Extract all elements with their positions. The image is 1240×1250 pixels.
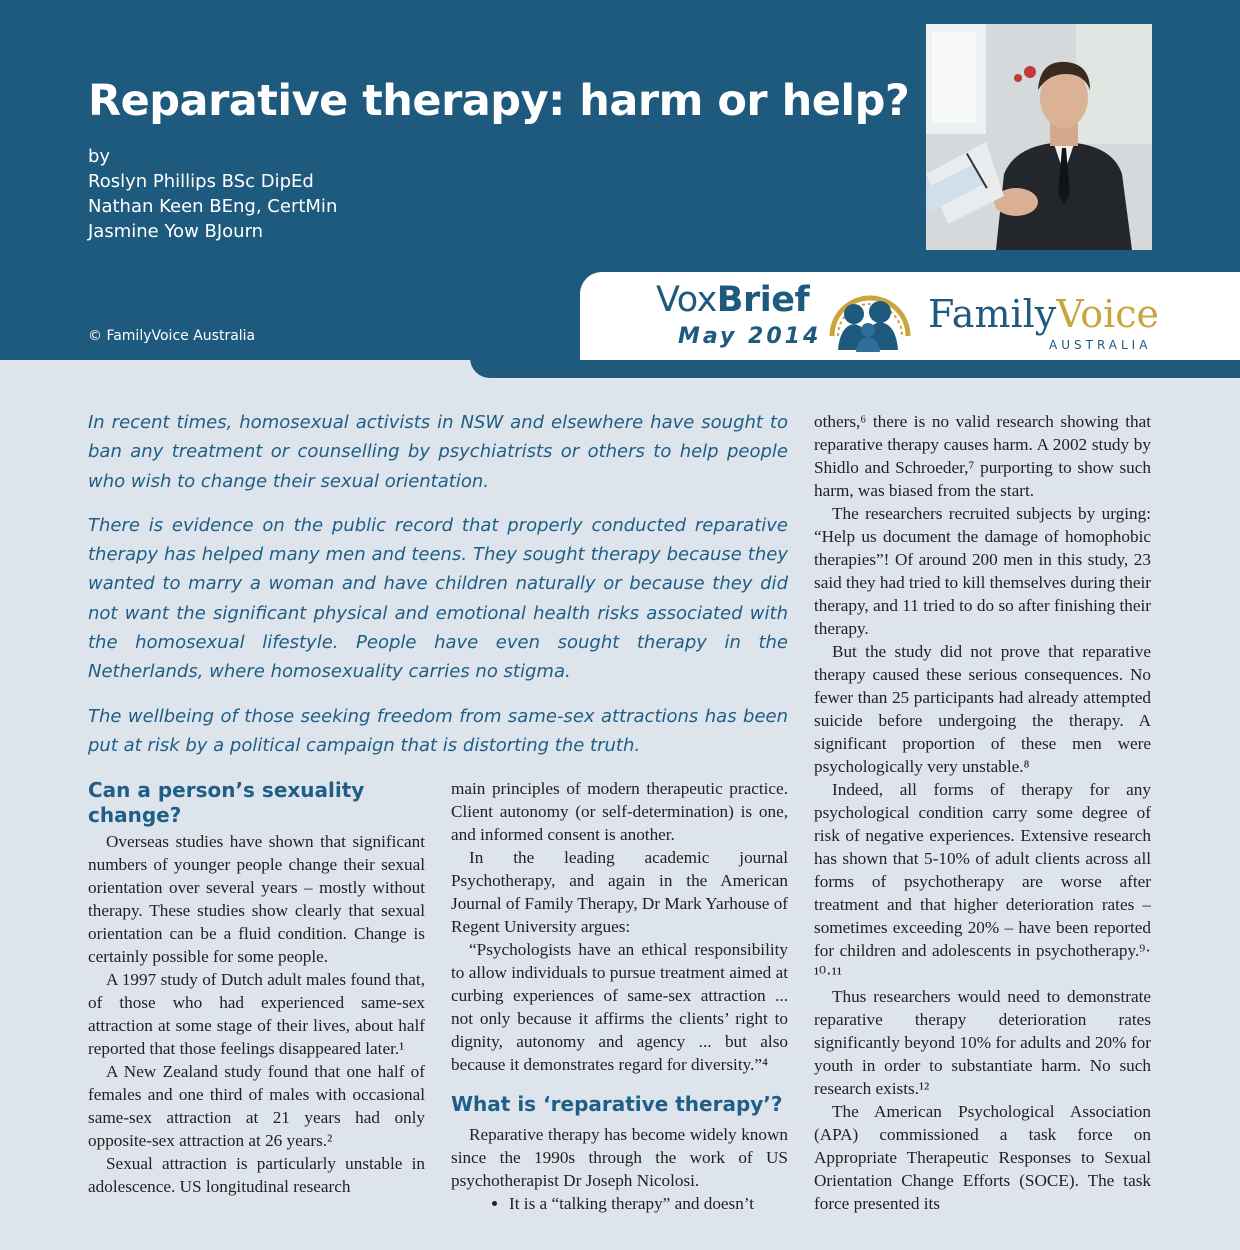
copyright-notice: © FamilyVoice Australia: [88, 328, 256, 344]
list-item: • It is a “talking therapy” and doesn’t: [509, 1192, 788, 1215]
author-name: Nathan Keen BEng, CertMin: [88, 196, 338, 217]
body-paragraph: A 1997 study of Dutch adult males found that, of those who had experienced same-sex attraction at some stage of their lives, about half reported that those feelings disappeared later.¹: [88, 970, 425, 1058]
bullet-list: [451, 1192, 788, 1215]
article-column-1: [88, 778, 425, 1198]
body-paragraph: Thus researchers would need to demonstrate reparative therapy deterioration rates significantly beyond 10% for adults and 20% for youth in order to substantiate harm. No such research exists.¹²: [814, 987, 1151, 1098]
body-paragraph: main principles of modern therapeutic practice. Client autonomy (or self-determination) is one, and informed consent is another.: [451, 779, 788, 844]
intro-summary: [88, 408, 788, 775]
body-paragraph: The researchers recruited subjects by urging: “Help us document the damage of homophobic therapies”! Of around 200 men in this study, 23 said they had tried to kill themselves during their therapy, and 11 tried to do so after finishing their therapy.: [814, 504, 1151, 638]
body-paragraph: Indeed, all forms of therapy for any psychological condition carry some degree of risk of negative experiences. Extensive research has shown that 5-10% of adult clients across all forms of psychotherapy are worse after treatment and that higher deterioration rates – sometimes exceeding 20% – have been reported for children and adolescents in psychotherapy.⁹· ¹⁰·¹¹: [814, 780, 1151, 983]
body-paragraph: A New Zealand study found that one half of females and one third of males with occasional same-sex attraction at 21 years had only opposite-sex attraction at 26 years.²: [88, 1062, 425, 1150]
body-paragraph: Overseas studies have shown that significant numbers of younger people change their sexual orientation over several years – mostly without therapy. These studies show clearly that sexual orientation can be a fluid condition. Change is certainly possible for some people.: [88, 832, 425, 966]
counselling-photo: [926, 24, 1152, 250]
section-heading: Can a person’s sexuality change?: [88, 778, 365, 827]
voxbrief-banner: [580, 272, 1240, 360]
body-paragraph: Sexual attraction is particularly unstable in adolescence. US longitudinal research: [88, 1154, 425, 1196]
body-paragraph: “Psychologists have an ethical responsibility to allow individuals to pursue treatment aimed at curbing experiences of same-sex attraction ... not only because it affirms the clients’ right to dignity, autonomy and agency ... but also because it demonstrates regard for diversity.”⁴: [451, 940, 788, 1074]
author-name: Jasmine Yow BJourn: [88, 221, 264, 242]
body-paragraph: Reparative therapy has become widely known since the 1990s through the work of US psychotherapist Dr Joseph Nicolosi.: [451, 1125, 788, 1190]
article-column-2: [451, 777, 788, 1215]
publication-name: VoxBrief: [656, 280, 810, 320]
body-paragraph: But the study did not prove that reparative therapy caused these serious consequences. No fewer than 25 participants had already attempted suicide before undergoing the therapy. A significant proportion of these men were psychologically very unstable.⁸: [814, 642, 1151, 776]
article-column-3: [814, 410, 1151, 1215]
organisation-name: FamilyVoice: [928, 292, 1160, 336]
family-logo-icon: [824, 278, 916, 354]
organisation-country: AUSTRALIA: [1049, 338, 1152, 352]
body-paragraph: In the leading academic journal Psychotherapy, and again in the American Journal of Family Therapy, Dr Mark Yarhouse of Regent University argues:: [451, 848, 789, 936]
intro-paragraph: In recent times, homosexual activists in NSW and elsewhere have sought to ban any treatment or counselling by psychiatrists or others to help people who wish to change their sexual orientation.: [88, 412, 788, 492]
page-title: Reparative therapy: harm or help?: [88, 76, 910, 126]
intro-paragraph: There is evidence on the public record that properly conducted reparative therapy has helped many men and teens. They sought therapy because they wanted to marry a woman and have children naturally or because they did not want the significant physical and emotional health risks associated with the homosexual lifestyle. People have even sought therapy in the Netherlands, where homosexuality carries no stigma.: [88, 514, 788, 683]
body-paragraph: others,⁶ there is no valid research showing that reparative therapy causes harm. A 2002 study by Shidlo and Schroeder,⁷ purporting to show such harm, was biased from the start.: [814, 412, 1151, 500]
author-name: Roslyn Phillips BSc DipEd: [88, 171, 314, 192]
intro-paragraph: The wellbeing of those seeking freedom from same-sex attractions has been put at risk by a political campaign that is distorting the truth.: [88, 705, 788, 756]
section-heading: What is ‘reparative therapy’?: [451, 1092, 783, 1116]
byline: [88, 144, 337, 244]
body-paragraph: The American Psychological Association (APA) commissioned a task force on Appropriate Therapeutic Responses to Sexual Orientation Change Efforts (SOCE). The task force presented its: [814, 1102, 1151, 1213]
byline-label: by: [88, 146, 111, 167]
publication-date: May 2014: [678, 324, 822, 349]
